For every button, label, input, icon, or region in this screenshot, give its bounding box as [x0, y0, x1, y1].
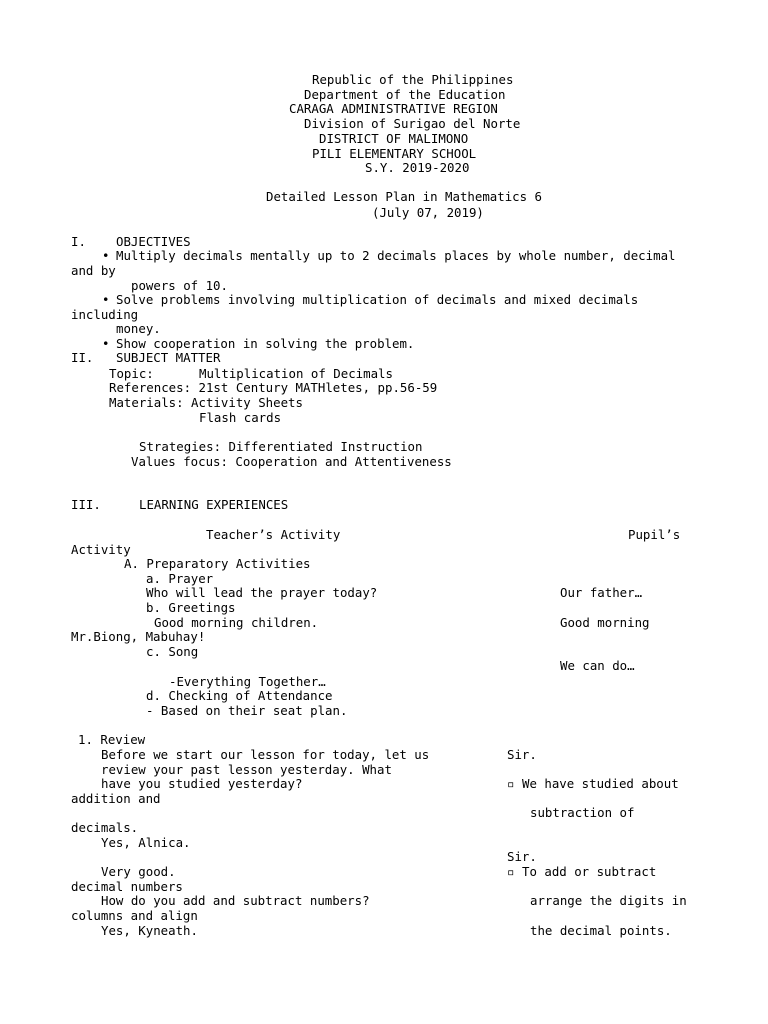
- materials-2: Flash cards: [199, 410, 282, 425]
- lesson-title: Detailed Lesson Plan in Mathematics 6: [266, 189, 543, 204]
- review-line-2: review your past lesson yesterday. What: [101, 762, 392, 777]
- subject-heading: SUBJECT MATTER: [116, 350, 221, 365]
- attendance-detail: - Based on their seat plan.: [146, 703, 348, 718]
- objective-1-wrap: and by: [71, 263, 116, 278]
- header-department: Department of the Education: [304, 87, 506, 102]
- review-line-3: have you studied yesterday?: [101, 776, 303, 791]
- header-school-year: S.Y. 2019-2020: [365, 160, 470, 175]
- pupil-column-header: Pupil’s: [628, 527, 681, 542]
- topic-label: Topic:: [109, 366, 154, 381]
- pupil-column-header-wrap: Activity: [71, 542, 131, 557]
- review-answer-1-wrap-2: decimals.: [71, 820, 139, 835]
- objective-1-text: Multiply decimals mentally up to 2 decimals places by whole number, decimal: [116, 248, 676, 263]
- review-heading: 1. Review: [78, 732, 146, 747]
- review-answer-1: We have studied about: [522, 776, 679, 791]
- references: References: 21st Century MATHletes, pp.56-59: [109, 380, 438, 395]
- review-answer-2-end: the decimal points.: [530, 923, 672, 938]
- learning-heading: LEARNING EXPERIENCES: [139, 497, 289, 512]
- objective-1-bullet: •: [102, 248, 110, 263]
- materials: Materials: Activity Sheets: [109, 395, 303, 410]
- review-answer-2: To add or subtract: [522, 864, 657, 879]
- prayer-question: Who will lead the prayer today?: [146, 585, 378, 600]
- review-sir-1: Sir.: [507, 747, 537, 762]
- objectives-heading: OBJECTIVES: [116, 234, 191, 249]
- objective-2-bullet: •: [102, 292, 110, 307]
- how-question: How do you add and subtract numbers?: [101, 893, 370, 908]
- song-pupil: We can do…: [560, 658, 635, 673]
- objective-3-text: Show cooperation in solving the problem.: [116, 336, 415, 351]
- objective-3-bullet: •: [102, 336, 110, 351]
- objective-2-text: Solve problems involving multiplication of decimals and mixed decimals: [116, 292, 639, 307]
- greetings-teacher: Good morning children.: [154, 615, 319, 630]
- review-answer-2-wrap: decimal numbers: [71, 879, 183, 894]
- header-district: DISTRICT OF MALIMONO: [319, 131, 469, 146]
- greetings-heading: b. Greetings: [146, 600, 236, 615]
- review-line-1: Before we start our lesson for today, let us: [101, 747, 430, 762]
- lesson-date: (July 07, 2019): [372, 205, 484, 220]
- objectives-numeral: I.: [71, 234, 86, 249]
- review-sir-2: Sir.: [507, 849, 537, 864]
- review-answer-2-bullet: ▫: [507, 864, 515, 879]
- very-good: Very good.: [101, 864, 176, 879]
- attendance-heading: d. Checking of Attendance: [146, 688, 333, 703]
- learning-numeral: III.: [71, 497, 101, 512]
- values-focus: Values focus: Cooperation and Attentiveness: [131, 454, 452, 469]
- subject-numeral: II.: [71, 350, 94, 365]
- review-answer-2-cont: arrange the digits in: [530, 893, 687, 908]
- objective-2-wrap: including: [71, 307, 139, 322]
- preparatory-heading: A. Preparatory Activities: [124, 556, 311, 571]
- yes-alnica: Yes, Alnica.: [101, 835, 191, 850]
- objective-1-cont: powers of 10.: [131, 278, 228, 293]
- review-answer-1-cont: subtraction of: [530, 805, 635, 820]
- header-region: CARAGA ADMINISTRATIVE REGION: [289, 101, 498, 116]
- review-answer-1-wrap: addition and: [71, 791, 161, 806]
- greetings-pupil: Good morning: [560, 615, 650, 630]
- topic-value: Multiplication of Decimals: [199, 366, 393, 381]
- header-division: Division of Surigao del Norte: [304, 116, 521, 131]
- header-country: Republic of the Philippines: [312, 72, 514, 87]
- teacher-column-header: Teacher’s Activity: [206, 527, 341, 542]
- review-answer-1-bullet: ▫: [507, 776, 515, 791]
- objective-2-cont: money.: [116, 321, 161, 336]
- review-answer-2-wrap-2: columns and align: [71, 908, 198, 923]
- song-title: -Everything Together…: [169, 674, 326, 689]
- header-school: PILI ELEMENTARY SCHOOL: [312, 146, 477, 161]
- prayer-answer: Our father…: [560, 585, 643, 600]
- song-heading: c. Song: [146, 644, 199, 659]
- yes-kyneath: Yes, Kyneath.: [101, 923, 198, 938]
- greetings-pupil-wrap: Mr.Biong, Mabuhay!: [71, 629, 206, 644]
- strategies: Strategies: Differentiated Instruction: [139, 439, 423, 454]
- prayer-heading: a. Prayer: [146, 571, 214, 586]
